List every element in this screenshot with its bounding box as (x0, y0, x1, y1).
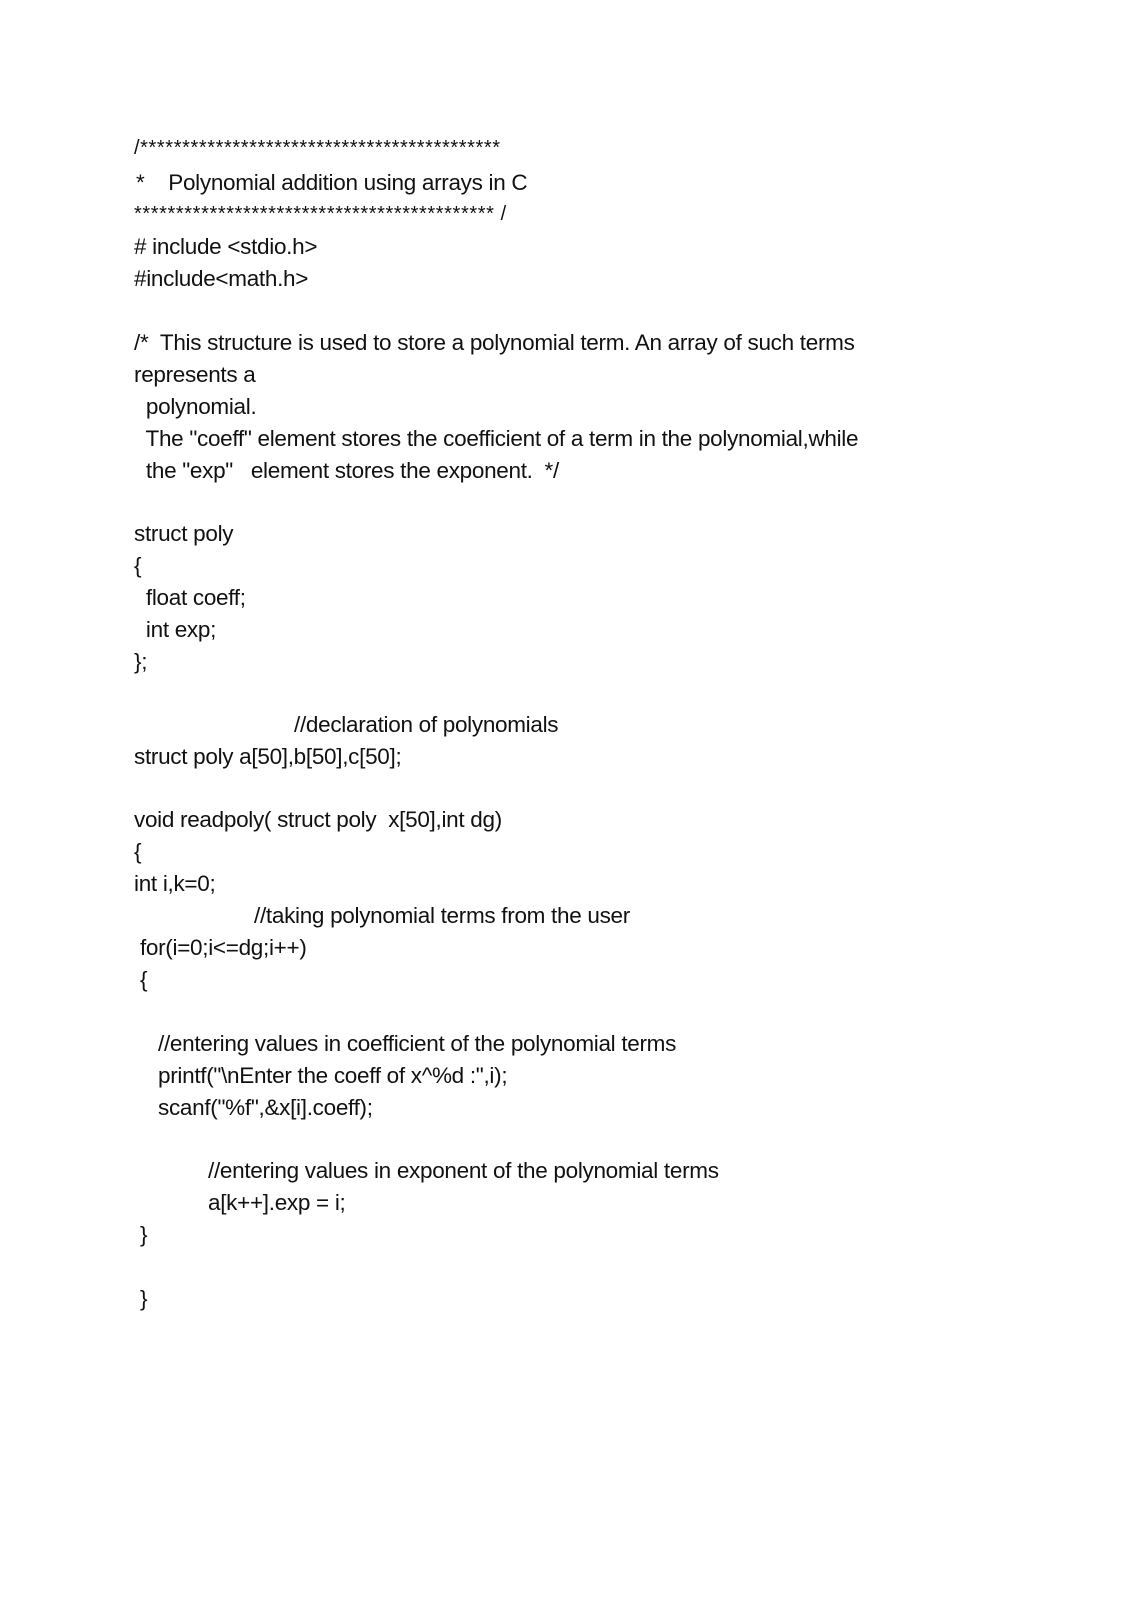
loop-comment: //taking polynomial terms from the user (254, 903, 630, 928)
struct-field-exp: int exp; (134, 617, 217, 642)
loop-open-brace: { (134, 967, 148, 992)
struct-comment-line-5: the "exp" element stores the exponent. */ (134, 458, 559, 483)
header-top-border: /******************************************* (134, 137, 501, 159)
struct-comment-line-4: The "coeff" element stores the coefficient of a term in the polynomial,while (134, 426, 859, 451)
include-stdio: # include <stdio.h> (134, 234, 318, 259)
scanf-line: scanf("%f",&x[i].coeff); (158, 1095, 373, 1120)
struct-open-brace: { (134, 553, 142, 578)
readpoly-signature: void readpoly( struct poly x[50],int dg) (134, 807, 502, 832)
declaration-comment: //declaration of polynomials (294, 712, 559, 737)
readpoly-open-brace: { (134, 839, 142, 864)
header-title: * Polynomial addition using arrays in C (136, 170, 528, 195)
struct-field-coeff: float coeff; (134, 585, 246, 610)
header-bottom-border: ******************************************* / (134, 203, 507, 225)
coeff-comment: //entering values in coefficient of the polynomial terms (158, 1031, 677, 1056)
struct-close-brace: }; (134, 649, 148, 674)
loop-header: for(i=0;i<=dg;i++) (134, 935, 307, 960)
readpoly-locals: int i,k=0; (134, 871, 216, 896)
exp-comment: //entering values in exponent of the polynomial terms (208, 1158, 719, 1183)
struct-comment-line-1: /* This structure is used to store a polynomial term. An array of such terms (134, 330, 855, 355)
exp-assign: a[k++].exp = i; (208, 1190, 346, 1215)
func-close-brace: } (140, 1286, 148, 1311)
struct-decl: struct poly (134, 521, 234, 546)
struct-comment-line-2: represents a (134, 362, 256, 387)
struct-comment-line-3: polynomial. (134, 394, 257, 419)
include-math: #include<math.h> (134, 266, 309, 291)
printf-line: printf("\nEnter the coeff of x^%d :",i); (158, 1063, 508, 1088)
declaration-code: struct poly a[50],b[50],c[50]; (134, 744, 402, 769)
loop-close-brace: } (140, 1222, 148, 1247)
